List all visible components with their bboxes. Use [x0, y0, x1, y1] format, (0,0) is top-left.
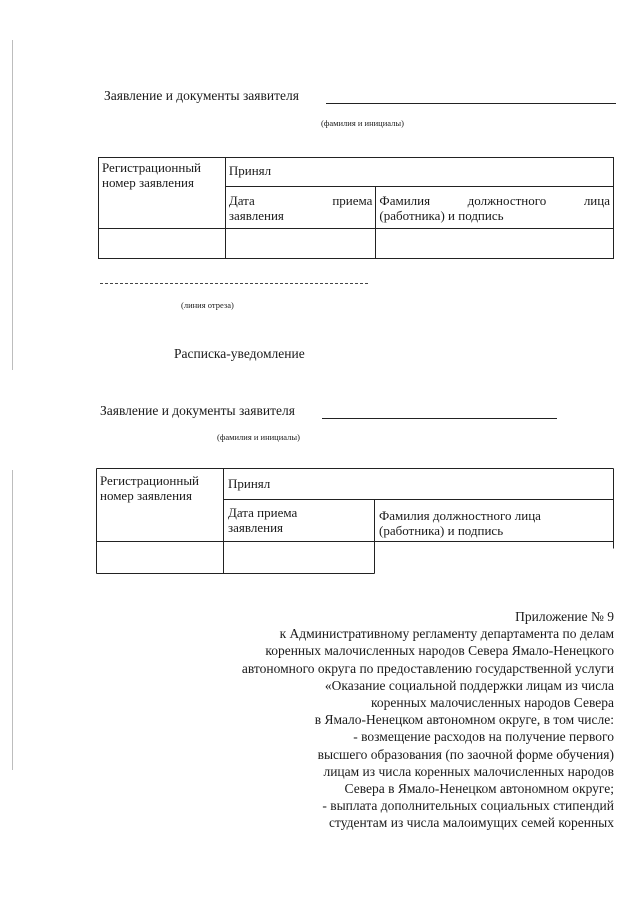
date-cell — [225, 229, 376, 259]
official-header: Фамилия должностного лица (работника) и подпись — [376, 187, 614, 229]
statement-label-bottom: Заявление и документы заявителя — [100, 403, 295, 418]
date-header: Дата приема заявления — [225, 187, 376, 229]
official-cell — [376, 229, 614, 259]
appendix-line: Приложение № 9 — [515, 609, 614, 624]
receipt-title: Расписка-уведомление — [174, 346, 305, 361]
reg-number-cell — [99, 229, 226, 259]
appendix-line: студентам из числа малоимущих семей коренных — [329, 815, 614, 831]
appendix-line: «Оказание социальной поддержки лицам из числа — [324, 677, 614, 693]
registration-table-top — [98, 157, 614, 259]
date-header: Дата приема заявления — [228, 505, 298, 535]
appendix-line: в Ямало-Ненецком автономном округе, в том числе: — [314, 712, 614, 728]
appendix-line: высшего образования (по заочной форме обучения) — [317, 746, 614, 762]
appendix-line: Севера в Ямало-Ненецком автономном округе; — [344, 781, 614, 797]
cut-line — [100, 283, 368, 284]
reg-number-header: Регистрационный номер заявления — [99, 158, 226, 229]
appendix-line: коренных малочисленных народов Севера — [371, 695, 614, 711]
appendix-line: лицам из числа коренных малочисленных народов — [323, 763, 614, 779]
appendix-block — [242, 608, 614, 832]
appendix-line: - выплата дополнительных социальных стипендий — [322, 798, 614, 814]
name-underline-bottom — [322, 418, 557, 419]
registration-table-bottom — [96, 468, 614, 574]
appendix-line: автономного округа по предоставлению государственной услуги — [241, 660, 614, 676]
appendix-line: - возмещение расходов на получение первого — [353, 729, 614, 745]
reg-number-header: Регистрационный номер заявления — [100, 473, 200, 503]
official-header: Фамилия должностного лица (работника) и подпись — [379, 508, 541, 538]
name-hint-bottom: (фамилия и инициалы) — [217, 432, 300, 442]
name-underline-top — [326, 103, 616, 104]
appendix-line: к Административному регламенту департамента по делам — [279, 626, 614, 642]
accepted-header: Принял — [225, 158, 613, 187]
cut-line-hint: (линия отреза) — [181, 300, 234, 310]
appendix-line: коренных малочисленных народов Севера Ямало-Ненецкого — [265, 643, 614, 659]
scan-margin-line — [12, 470, 13, 770]
accepted-header: Принял — [228, 476, 271, 491]
scan-margin-line — [12, 40, 13, 370]
name-hint-top: (фамилия и инициалы) — [321, 118, 404, 128]
statement-label-top: Заявление и документы заявителя — [104, 88, 299, 103]
